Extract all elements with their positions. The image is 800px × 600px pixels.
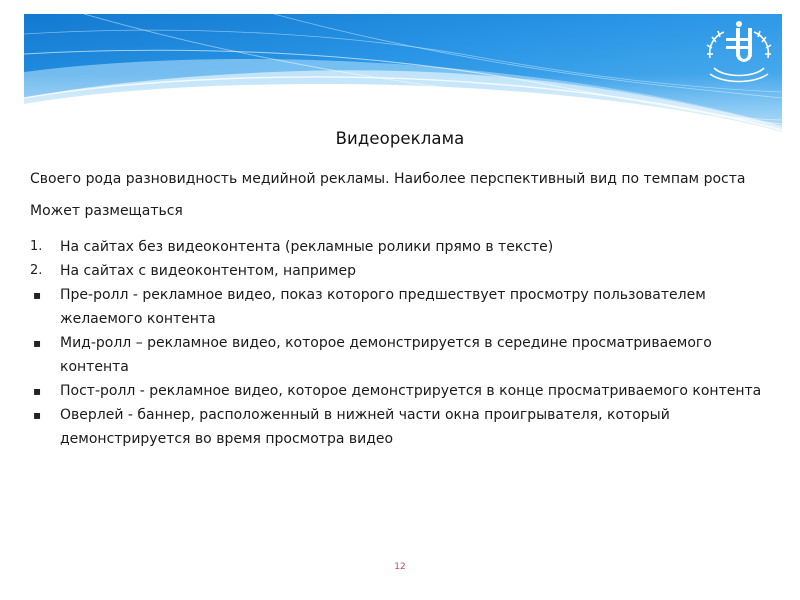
list-item: [30, 259, 775, 283]
list-item-text: На сайтах без видеоконтента (рекламные ролики прямо в тексте): [60, 239, 554, 255]
slide-body: [30, 167, 775, 451]
logo-emblem-icon: [700, 18, 778, 90]
university-logo: [700, 18, 778, 90]
banner-graphic: [24, 14, 782, 132]
lead-paragraph: Может размещаться: [30, 203, 183, 219]
list-item: [30, 235, 775, 259]
list-item-text: Пре-ролл - рекламное видео, показ которого предшествует просмотру пользователем желаемого контента: [60, 287, 706, 327]
list-item: [30, 283, 775, 331]
intro-paragraph: Своего рода разновидность медийной рекламы. Наиболее перспективный вид по темпам роста: [30, 171, 746, 187]
list-number: 1.: [30, 239, 43, 254]
list-item: [30, 403, 775, 451]
list-item-text: На сайтах с видеоконтентом, например: [60, 263, 356, 279]
header-banner: [24, 14, 782, 132]
list-item: [30, 331, 775, 379]
slide-title: Видеореклама: [335, 129, 465, 148]
content-list: [30, 235, 775, 451]
bullet-icon: ▪: [33, 336, 42, 350]
list-item-text: Пост-ролл - рекламное видео, которое демонстрируется в конце просматриваемого контента: [60, 383, 762, 399]
bullet-icon: ▪: [33, 408, 42, 422]
bullet-icon: ▪: [33, 384, 42, 398]
list-item-text: Оверлей - баннер, расположенный в нижней части окна проигрывателя, который демонстрируется во время просмотра видео: [60, 407, 670, 447]
list-item-text: Мид-ролл – рекламное видео, которое демонстрируется в середине просматриваемого контента: [60, 335, 712, 375]
list-number: 2.: [30, 263, 43, 278]
list-item: [30, 379, 775, 403]
bullet-icon: ▪: [33, 288, 42, 302]
page-number: 12: [394, 562, 406, 572]
